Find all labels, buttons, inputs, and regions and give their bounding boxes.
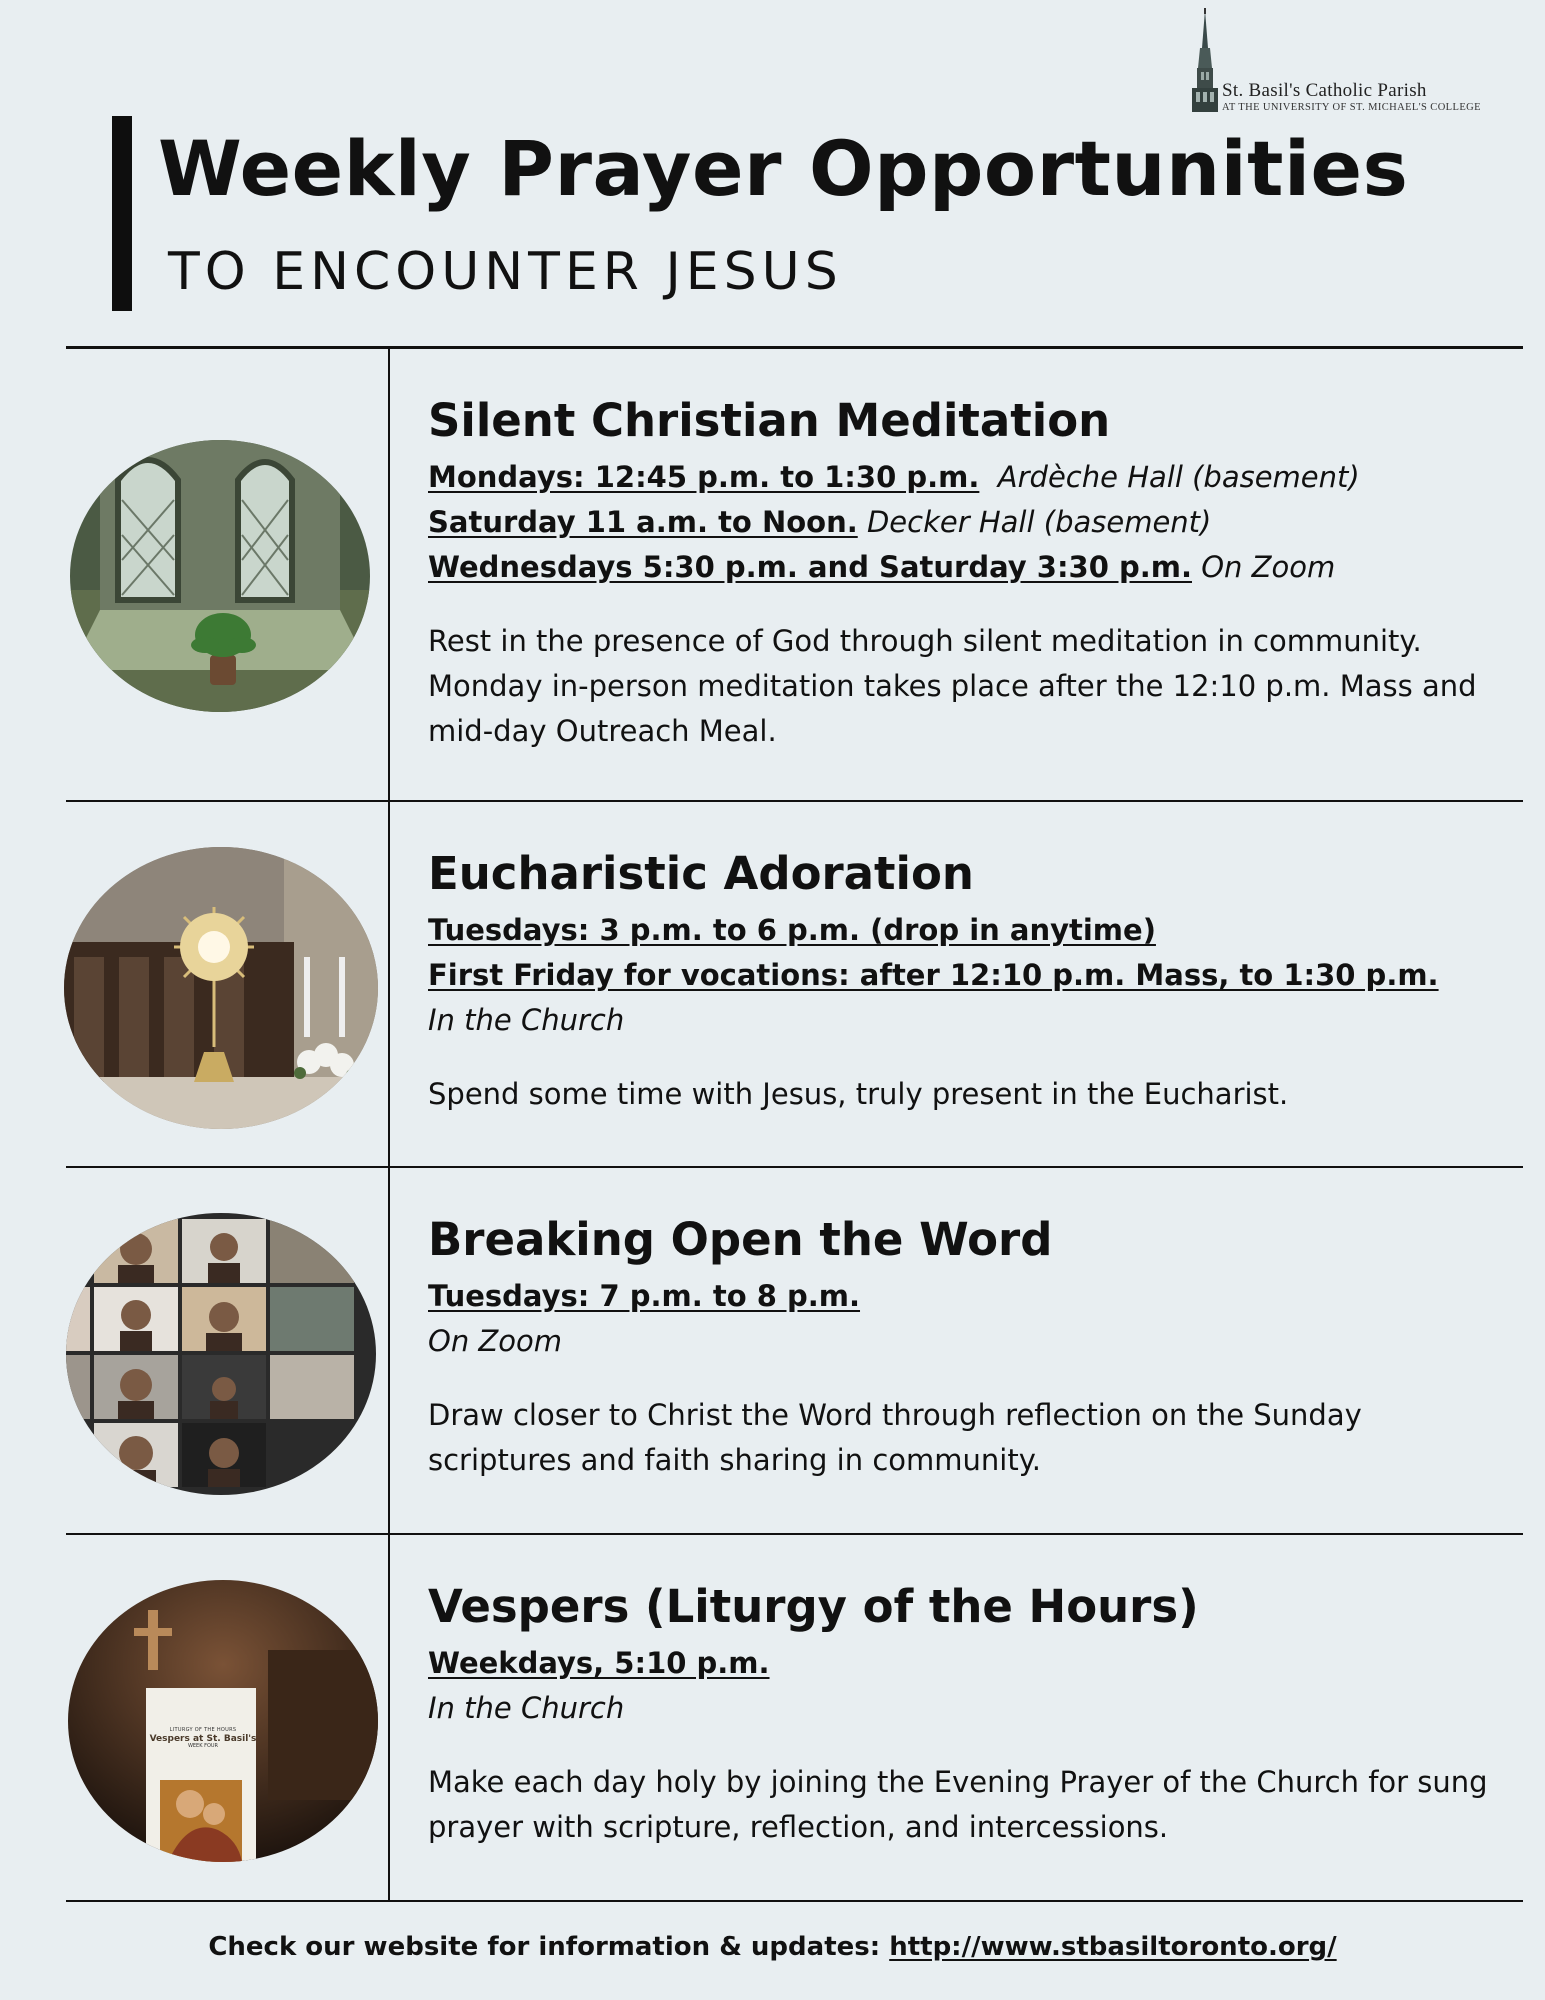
section-description: Make each day holy by joining the Evening Prayer of the Church for sung prayer with scripture, reflection, and intercessions.: [428, 1765, 1488, 1844]
divider: [66, 1533, 1523, 1535]
divider: [66, 800, 1523, 802]
footer: [0, 1932, 1545, 1962]
section-title: Breaking Open the Word: [428, 1213, 1053, 1266]
schedule-line: Weekdays, 5:10 p.m.: [428, 1646, 770, 1680]
section-title: Silent Christian Meditation: [428, 394, 1111, 447]
location-line: On Zoom: [428, 1324, 563, 1358]
page-title: Weekly Prayer Opportunities: [158, 124, 1409, 213]
schedule-line: Wednesdays 5:30 p.m. and Saturday 3:30 p.m. On Zoom: [428, 550, 1336, 584]
parish-logo: [1188, 8, 1498, 113]
column-divider: [388, 349, 390, 1901]
schedule-line: Mondays: 12:45 p.m. to 1:30 p.m. Ardèche Hall (basement): [428, 460, 1360, 494]
website-link[interactable]: http://www.stbasiltoronto.org/: [889, 1932, 1337, 1962]
schedule-line: Tuesdays: 3 p.m. to 6 p.m. (drop in anytime): [428, 913, 1156, 947]
divider: [66, 1166, 1523, 1168]
vespers-booklet-photo: [68, 1580, 378, 1862]
divider-bottom: [66, 1900, 1523, 1902]
parish-name: St. Basil's Catholic Parish: [1222, 80, 1427, 101]
zoom-meeting-photo: [66, 1213, 376, 1495]
schedule-line: Saturday 11 a.m. to Noon. Decker Hall (basement): [428, 505, 1212, 539]
location-line: In the Church: [428, 1003, 625, 1037]
section-title: Vespers (Liturgy of the Hours): [428, 1580, 1199, 1633]
booklet-text: LITURGY OF THE HOURS Vespers at St. Basil's WEEK FOUR: [149, 1727, 257, 1750]
section-description: Draw closer to Christ the Word through reflection on the Sunday scriptures and faith sharing in community.: [428, 1398, 1362, 1477]
section-description: Spend some time with Jesus, truly present in the Eucharist.: [428, 1077, 1289, 1111]
location-line: In the Church: [428, 1691, 625, 1725]
parish-subtitle: AT THE UNIVERSITY OF ST. MICHAEL'S COLLEGE: [1222, 102, 1481, 113]
page-subtitle: TO ENCOUNTER JESUS: [168, 242, 843, 302]
church-spire-icon: [1188, 8, 1222, 112]
footer-text: Check our website for information & updates:: [208, 1932, 881, 1962]
title-accent-bar: [112, 116, 132, 311]
schedule-line: First Friday for vocations: after 12:10 p.m. Mass, to 1:30 p.m.: [428, 958, 1439, 992]
monstrance-photo: [64, 847, 378, 1129]
window-photo: [70, 440, 370, 712]
section-title: Eucharistic Adoration: [428, 847, 974, 900]
schedule-line: Tuesdays: 7 p.m. to 8 p.m.: [428, 1279, 861, 1313]
divider-top: [66, 346, 1523, 349]
section-description: Rest in the presence of God through silent meditation in community. Monday in-person meditation takes place after the 12:10 p.m. Mass and mid-day Outreach Meal.: [428, 624, 1477, 748]
